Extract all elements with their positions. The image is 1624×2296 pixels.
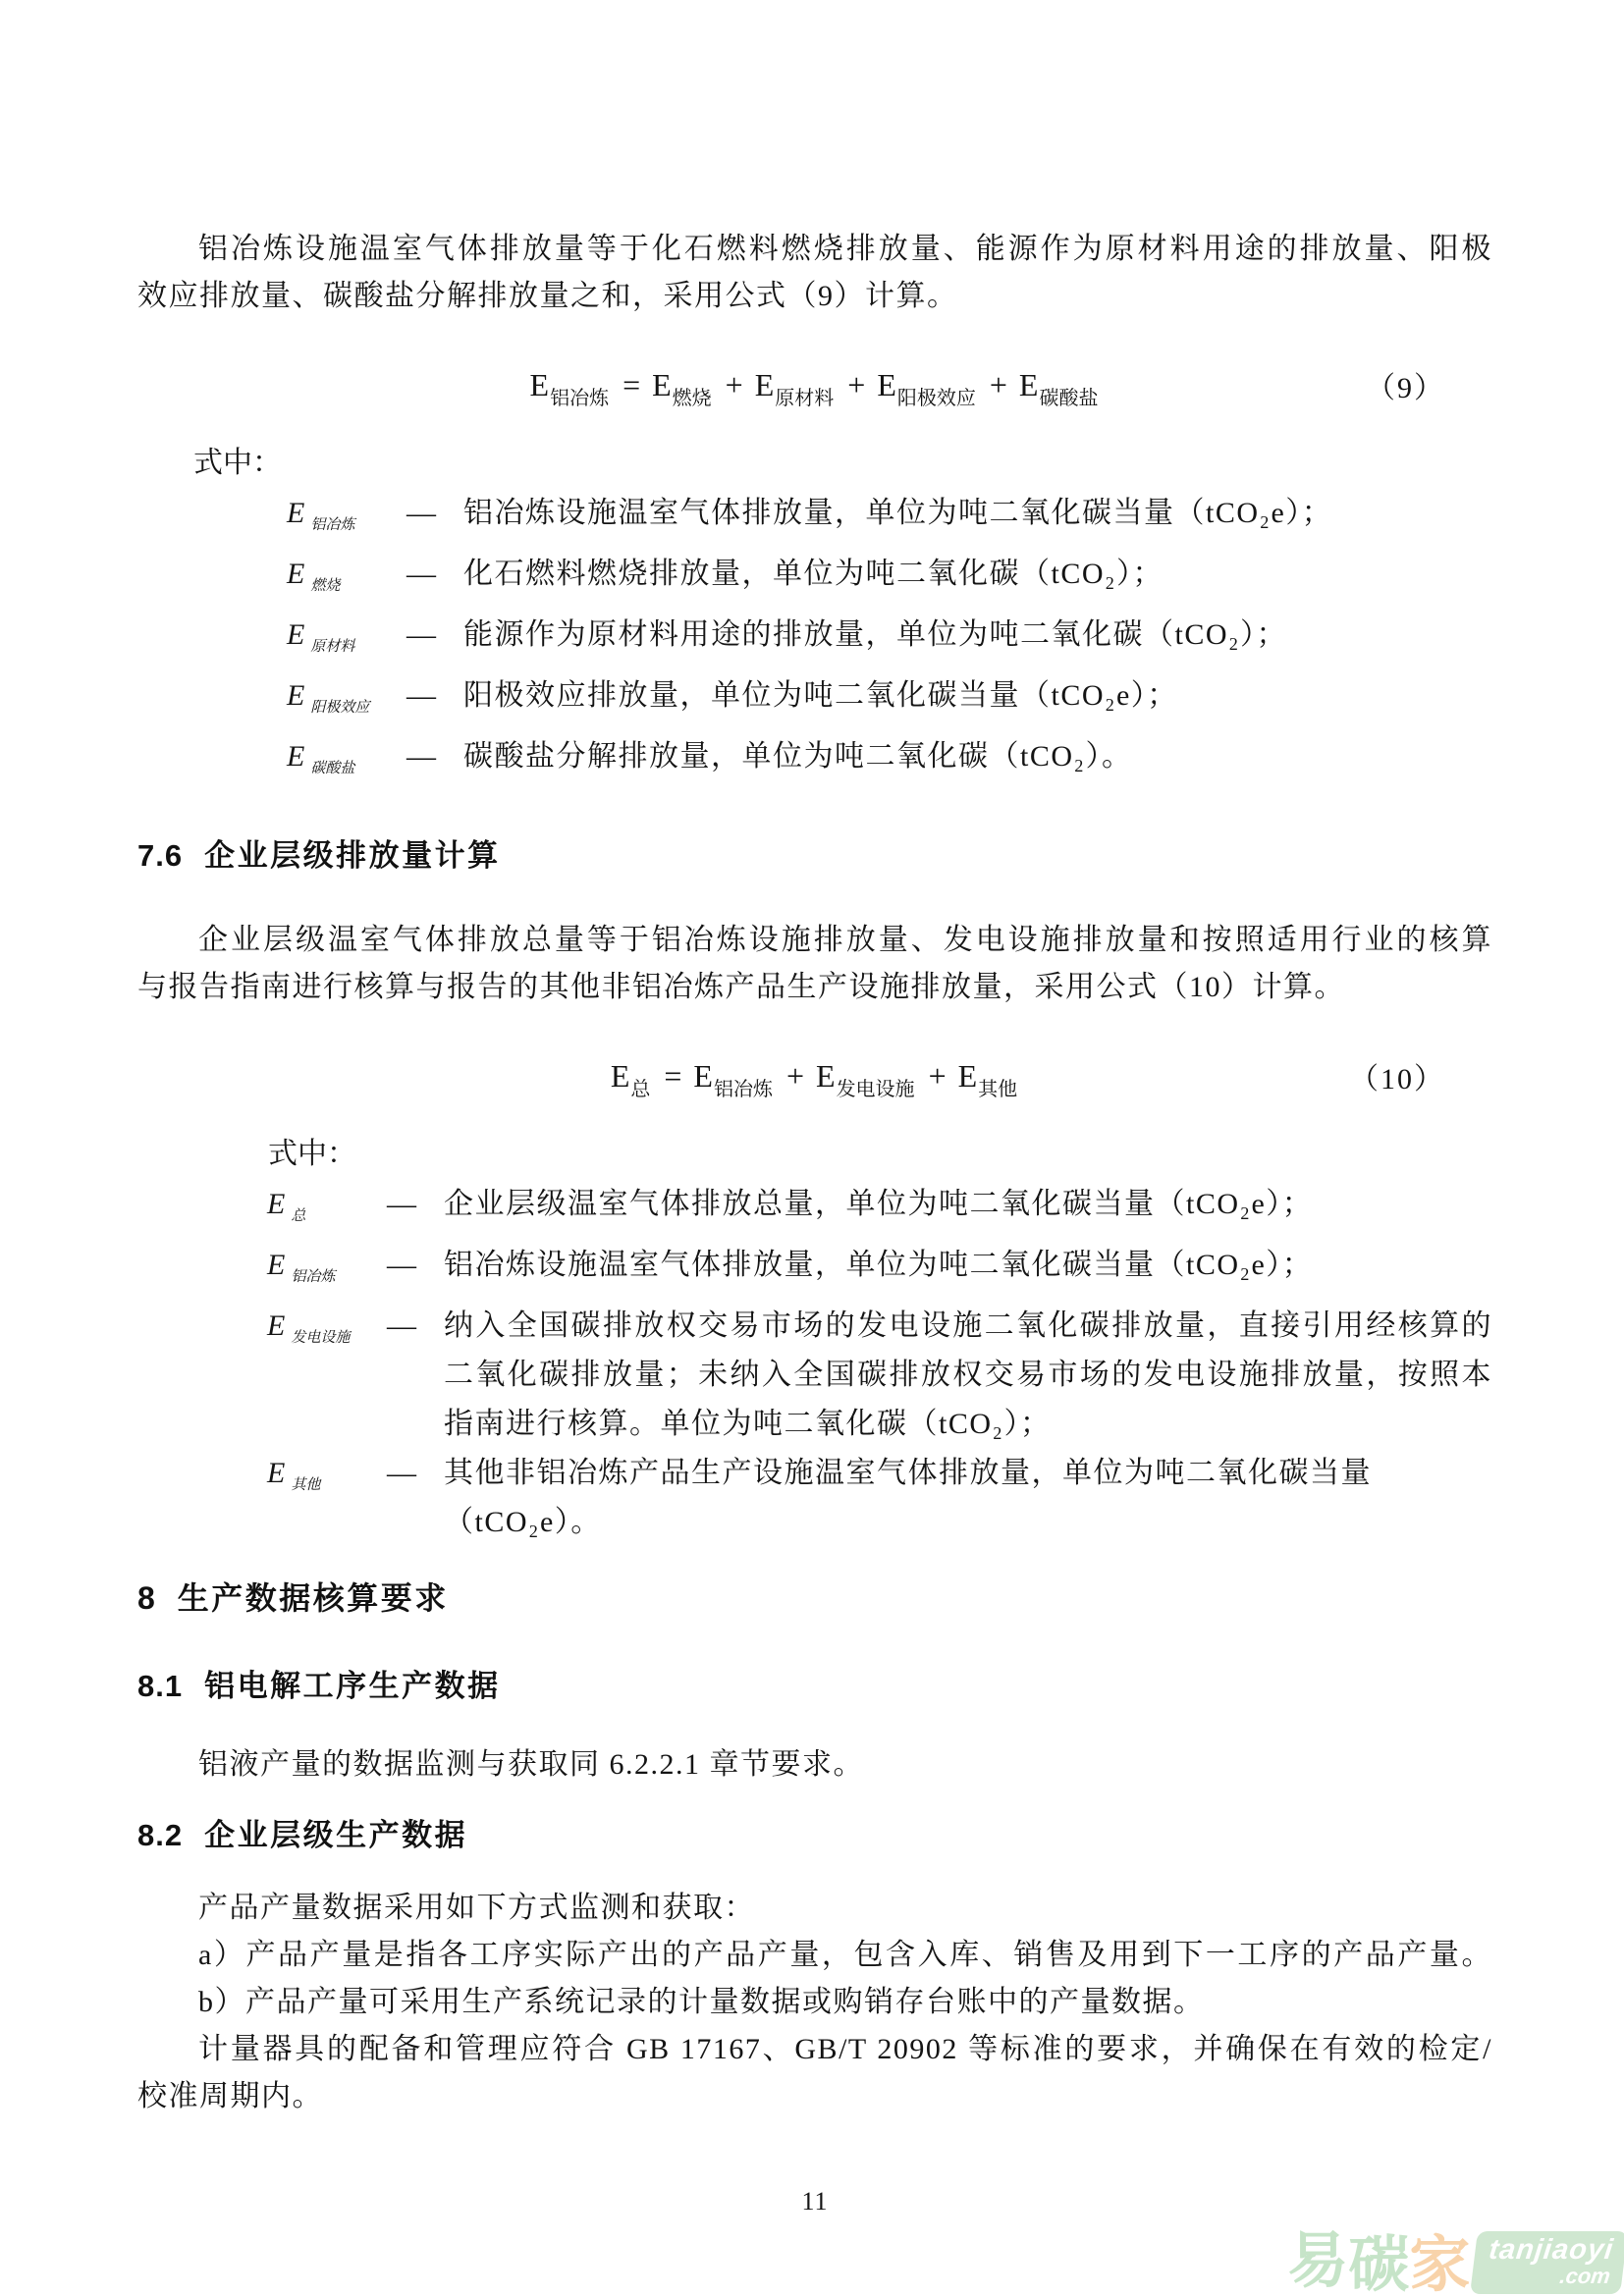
paragraph-line: 企业层级温室气体排放总量等于铝冶炼设施排放量、发电设施排放量和按照适用行业的核算 [198,924,1492,956]
symbol: E $_{燃烧}$ [287,558,341,594]
section-heading-8-1 [137,1663,1492,1710]
watermark-char-tan: 碳 [1348,2231,1410,2296]
section-8-1-paragraph [137,1741,1492,1789]
watermark-badge-domain: .com [1558,2264,1612,2288]
dash: — [387,1457,416,1489]
page-content [0,226,1624,2216]
definition-row [137,1241,1492,1302]
equals-sign: = [664,1058,682,1094]
dash: — [387,1249,416,1281]
list-item-b: b）产品产量可采用生产系统记录的计量数据或购销存台账中的产量数据。 [198,1986,1205,2018]
plus-sign: + [928,1058,947,1094]
page-number: 11 [801,2187,829,2216]
definition-row [137,611,1492,671]
definition-text: 阳极效应排放量，单位为吨二氧化碳当量（tCO₂e）； [463,679,1178,712]
section-heading-8-2 [137,1812,1492,1859]
formula-term: E [1018,367,1039,402]
formula-9-expression [530,367,1101,410]
tanjiaoyi-watermark-logo [1287,2227,1624,2296]
paragraph-line: 校准周期内。 [137,2080,323,2112]
dash: — [406,740,436,773]
dash: — [406,679,436,712]
definition-text: 铝冶炼设施温室气体排放量，单位为吨二氧化碳当量（tCO₂e）； [444,1249,1314,1281]
symbol: E $_{阳极效应}$ [287,679,370,716]
formula-subscript: 铝冶炼 [550,388,610,409]
formula-10 [137,1056,1492,1103]
watermark-char-jia: 家 [1409,2231,1471,2296]
formula-subscript: 阳极效应 [896,388,976,409]
paragraph-line: 铝液产量的数据监测与获取同 6.2.2.1 章节要求。 [198,1748,864,1781]
section-title: 生产数据核算要求 [177,1580,449,1616]
list-item-a: a）产品产量是指各工序实际产出的产品产量，包含入库、销售及用到下一工序的产品产量。 [198,1939,1492,1971]
definition-text: 其他非铝冶炼产品生产设施温室气体排放量，单位为吨二氧化碳当量 （tCO₂e）。 [444,1457,1372,1538]
intro-paragraph [137,226,1492,320]
section-8-2-paragraph [137,1885,1492,2026]
paragraph-line: 铝冶炼设施温室气体排放量等于化石燃料燃烧排放量、能源作为原材料用途的排放量、阳极 [198,233,1492,265]
formula-term: E [816,1058,836,1094]
plus-sign: + [725,367,743,402]
definition-row [137,550,1492,611]
symbol: E $_{铝冶炼}$ [267,1249,336,1285]
section-number: 8.2 [137,1818,184,1852]
formula-term: E [693,1058,713,1094]
formula-subscript: 其他 [978,1079,1018,1100]
formula-subscript: 原材料 [775,388,835,409]
section-number: 8 [137,1580,156,1616]
symbol: E $_总$ [267,1188,306,1224]
where-label: 式中： [193,447,282,479]
definition-row [137,1180,1492,1241]
section-title: 铝电解工序生产数据 [204,1669,501,1703]
section-title: 企业层级生产数据 [204,1818,468,1852]
symbol: E $_{碳酸盐}$ [287,740,355,776]
equals-sign: = [623,367,641,402]
dash: — [406,618,436,651]
section-heading-8 [137,1575,1492,1622]
where-label: 式中： [268,1138,356,1170]
definition-row [137,1449,1492,1547]
formula-term: E [610,1058,630,1094]
formula-number: （9） [1366,372,1445,404]
formula-subscript: 碳酸盐 [1039,388,1099,409]
definition-row [137,489,1492,550]
symbol: E $_{铝冶炼}$ [287,497,355,533]
formula-subscript: 发电设施 [836,1079,915,1100]
definition-text: 铝冶炼设施温室气体排放量，单位为吨二氧化碳当量（tCO₂e）； [463,497,1333,529]
definition-list-formula10 [137,1180,1492,1547]
dash: — [406,497,436,529]
definition-text: 化石燃料燃烧排放量，单位为吨二氧化碳（tCO₂）； [463,558,1164,590]
paragraph-line: 计量器具的配备和管理应符合 GB 17167、GB/T 20902 等标准的要求，并确保在有效的检定/ [198,2033,1492,2065]
symbol: E $_{原材料}$ [287,618,355,655]
definition-row [137,1302,1492,1449]
section-7-6-paragraph [137,917,1492,1011]
plus-sign: + [989,367,1007,402]
watermark-badge-text: tanjiaoyi [1487,2234,1616,2266]
plus-sign: + [847,367,866,402]
formula-subscript: 燃烧 [672,388,712,409]
definition-list-formula9 [137,489,1492,793]
watermark-char-yi: 易 [1287,2227,1349,2295]
paragraph-line: 产品产量数据采用如下方式监测和获取： [198,1892,755,1924]
metering-paragraph [137,2026,1492,2120]
formula-subscript: 总 [630,1079,651,1100]
watermark-badge [1470,2231,1624,2294]
section-title: 企业层级排放量计算 [204,838,501,873]
section-heading-7-6 [137,832,1492,880]
definition-row [137,732,1492,793]
plus-sign: + [785,1058,805,1094]
formula-10-expression [611,1058,1019,1101]
formula-term: E [754,367,775,402]
section-number: 7.6 [137,838,184,873]
formula-term: E [652,367,672,402]
formula-term: E [529,367,550,402]
definition-text: 纳入全国碳排放权交易市场的发电设施二氧化碳排放量，直接引用经核算的 二氧化碳排放量；未纳入全国碳排放权交易市场的发电设施排放量，按照本 指南进行核算。单位为吨二氧化碳（tCO₂）； [444,1309,1492,1440]
dash: — [387,1188,416,1220]
section-number: 8.1 [137,1669,184,1703]
formula-9 [137,365,1492,412]
symbol: E $_{发电设施}$ [267,1309,351,1346]
definition-text: 企业层级温室气体排放总量，单位为吨二氧化碳当量（tCO₂e）； [444,1188,1314,1220]
formula-term: E [877,367,896,402]
formula-term: E [957,1058,978,1094]
definition-row [137,671,1492,732]
dash: — [406,558,436,590]
definition-text: 碳酸盐分解排放量，单位为吨二氧化碳（tCO₂）。 [463,740,1133,773]
paragraph-line: 与报告指南进行核算与报告的其他非铝冶炼产品生产设施排放量，采用公式（10）计算。 [137,971,1345,1003]
definition-text: 能源作为原材料用途的排放量，单位为吨二氧化碳（tCO₂）； [463,618,1287,651]
dash: — [387,1309,416,1342]
symbol: E $_{其他}$ [267,1457,321,1493]
formula-number: （10） [1349,1063,1445,1095]
formula-subscript: 铝冶炼 [713,1079,773,1100]
paragraph-line: 效应排放量、碳酸盐分解排放量之和，采用公式（9）计算。 [137,280,958,312]
